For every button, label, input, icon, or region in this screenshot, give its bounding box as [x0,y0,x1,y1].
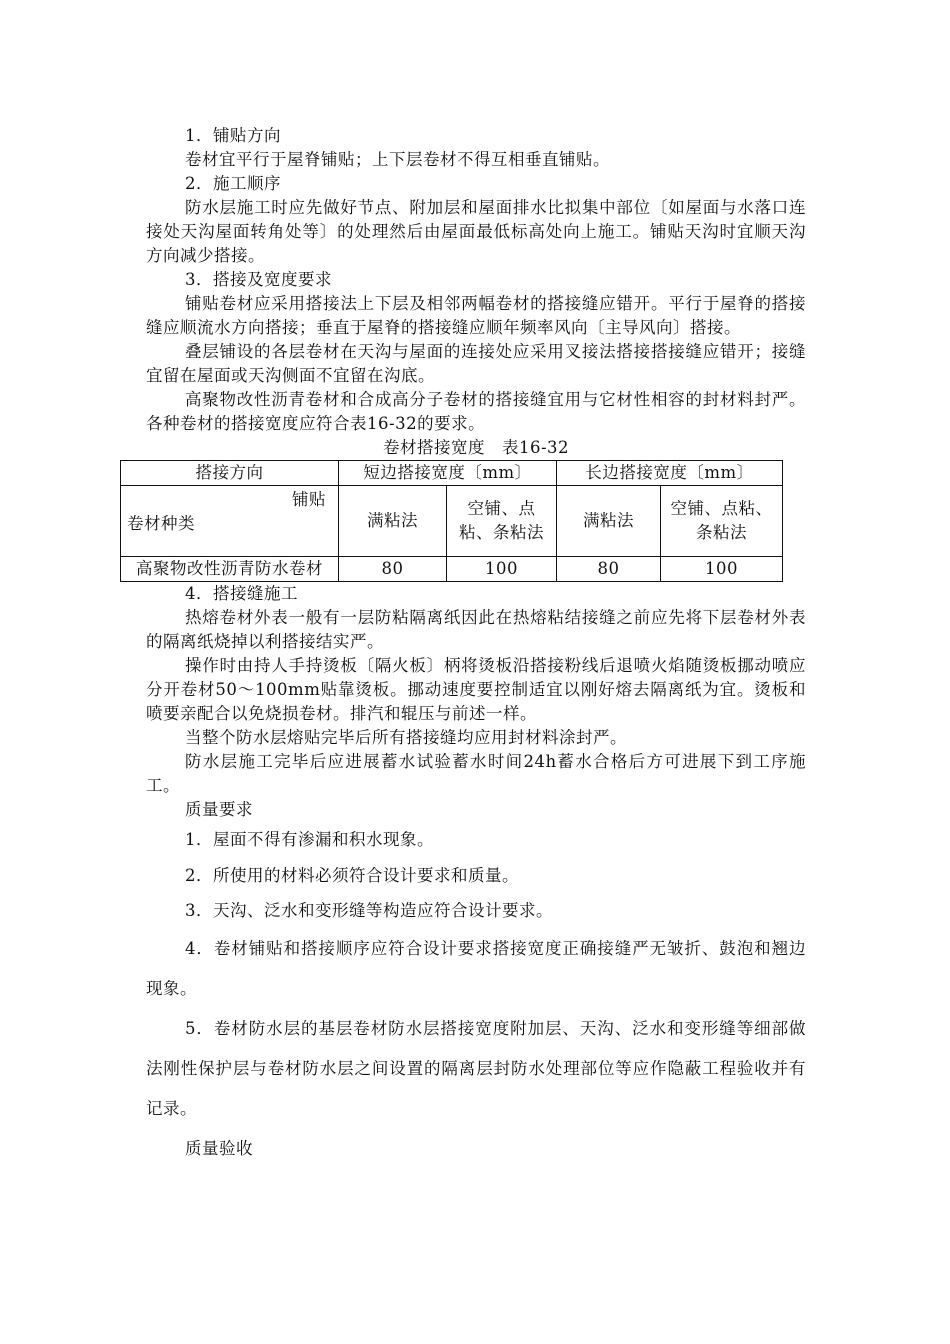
quality-heading: 质量要求 [185,800,253,819]
paragraph-3-1: 铺贴卷材应采用搭接法上下层及相邻两幅卷材的搭接缝应错开。平行于屋脊的搭接缝应顺流水方向搭接；垂直于屋脊的搭接缝应顺年频率风向〔主导风向〕搭接。 [146,294,806,337]
diag-label-method: 铺贴 [292,490,326,509]
paragraph-4-1: 热熔卷材外表一般有一层防粘隔离纸因此在热熔粘结接缝之前应先将下层卷材外表的隔离纸烧掉以利搭接结实严。 [146,608,806,651]
table-caption: 卷材搭接宽度 表16-32 [382,438,570,457]
quality-item-3: 3．天沟、泛水和变形缝等构造应符合设计要求。 [185,901,553,920]
paragraph-1: 卷材宜平行于屋脊铺贴；上下层卷材不得互相垂直铺贴。 [185,150,610,169]
paragraph-4-2: 操作时由持人手持烫板〔隔火板〕柄将烫板沿搭接粉线后退喷火焰随烫板挪动喷应分开卷材50～100mm贴靠烫板。挪动速度要控制适宜以刚好熔去隔离纸为宜。烫板和喷要亲配合以免烧损卷材。排汽和辊压与前述一样。 [146,656,806,723]
paragraph-3-2: 叠层铺设的各层卷材在天沟与屋面的连接处应采用叉接法搭接搭接缝应错开；接缝宜留在屋面或天沟侧面不宜留在沟底。 [146,342,806,385]
sub-full-adhesion-short: 满粘法 [339,486,447,557]
header-direction: 搭接方向 [121,461,339,486]
row-value-4: 100 [661,557,783,582]
paragraph-4-3: 当整个防水层熔贴完毕后所有搭接缝均应用封材料涂封严。 [185,728,627,747]
quality-item-2: 2．所使用的材料必须符合设计要求和质量。 [185,865,519,885]
sub-partial-adhesion-long: 空铺、点粘、条粘法 [661,486,783,557]
diagonal-header-cell [121,486,339,557]
row-value-2: 100 [447,557,557,582]
table-row [121,557,783,582]
paragraph-3-3: 高聚物改性沥青卷材和合成高分子卷材的搭接缝宜用与它材性相容的封材料封严。各种卷材的搭接宽度应符合表16-32的要求。 [146,390,806,433]
acceptance-heading: 质量验收 [185,1138,253,1158]
paragraph-2: 防水层施工时应先做好节点、附加层和屋面排水比拟集中部位〔如屋面与水落口连接处天沟屋面转角处等〕的处理然后由屋面最低标高处向上施工。铺贴天沟时宜顺天沟方向减少搭接。 [146,198,806,265]
section-heading-4: 4．搭接缝施工 [185,584,298,603]
header-short-edge: 短边搭接宽度〔mm〕 [339,461,557,486]
sub-partial-adhesion-short: 空铺、点粘、条粘法 [447,486,557,557]
section-heading-3: 3．搭接及宽度要求 [185,270,332,289]
row-material: 高聚物改性沥青防水卷材 [121,557,339,582]
table-subheader-row [121,486,783,557]
quality-item-4: 4．卷材铺贴和搭接顺序应符合设计要求搭接宽度正确接缝严无皱折、鼓泡和翘边现象。 [146,938,806,998]
section-heading-1: 1．铺贴方向 [185,126,281,145]
lap-width-table [120,460,783,582]
paragraph-4-4: 防水层施工完毕后应进展蓄水试验蓄水时间24h蓄水合格后方可进展下到工序施工。 [146,752,806,795]
header-long-edge: 长边搭接宽度〔mm〕 [557,461,783,486]
sub-full-adhesion-long: 满粘法 [557,486,661,557]
row-value-1: 80 [339,557,447,582]
document-page [127,124,806,1169]
quality-item-1: 1．屋面不得有渗漏和积水现象。 [185,830,434,849]
section-heading-2: 2．施工顺序 [185,174,281,193]
table-header-row [121,461,783,486]
quality-item-5: 5．卷材防水层的基层卷材防水层搭接宽度附加层、天沟、泛水和变形缝等细部做法刚性保护层与卷材防水层之间设置的隔离层封防水处理部位等应作隐蔽工程验收并有记录。 [146,1018,806,1118]
diag-label-material: 卷材种类 [127,514,195,533]
row-value-3: 80 [557,557,661,582]
